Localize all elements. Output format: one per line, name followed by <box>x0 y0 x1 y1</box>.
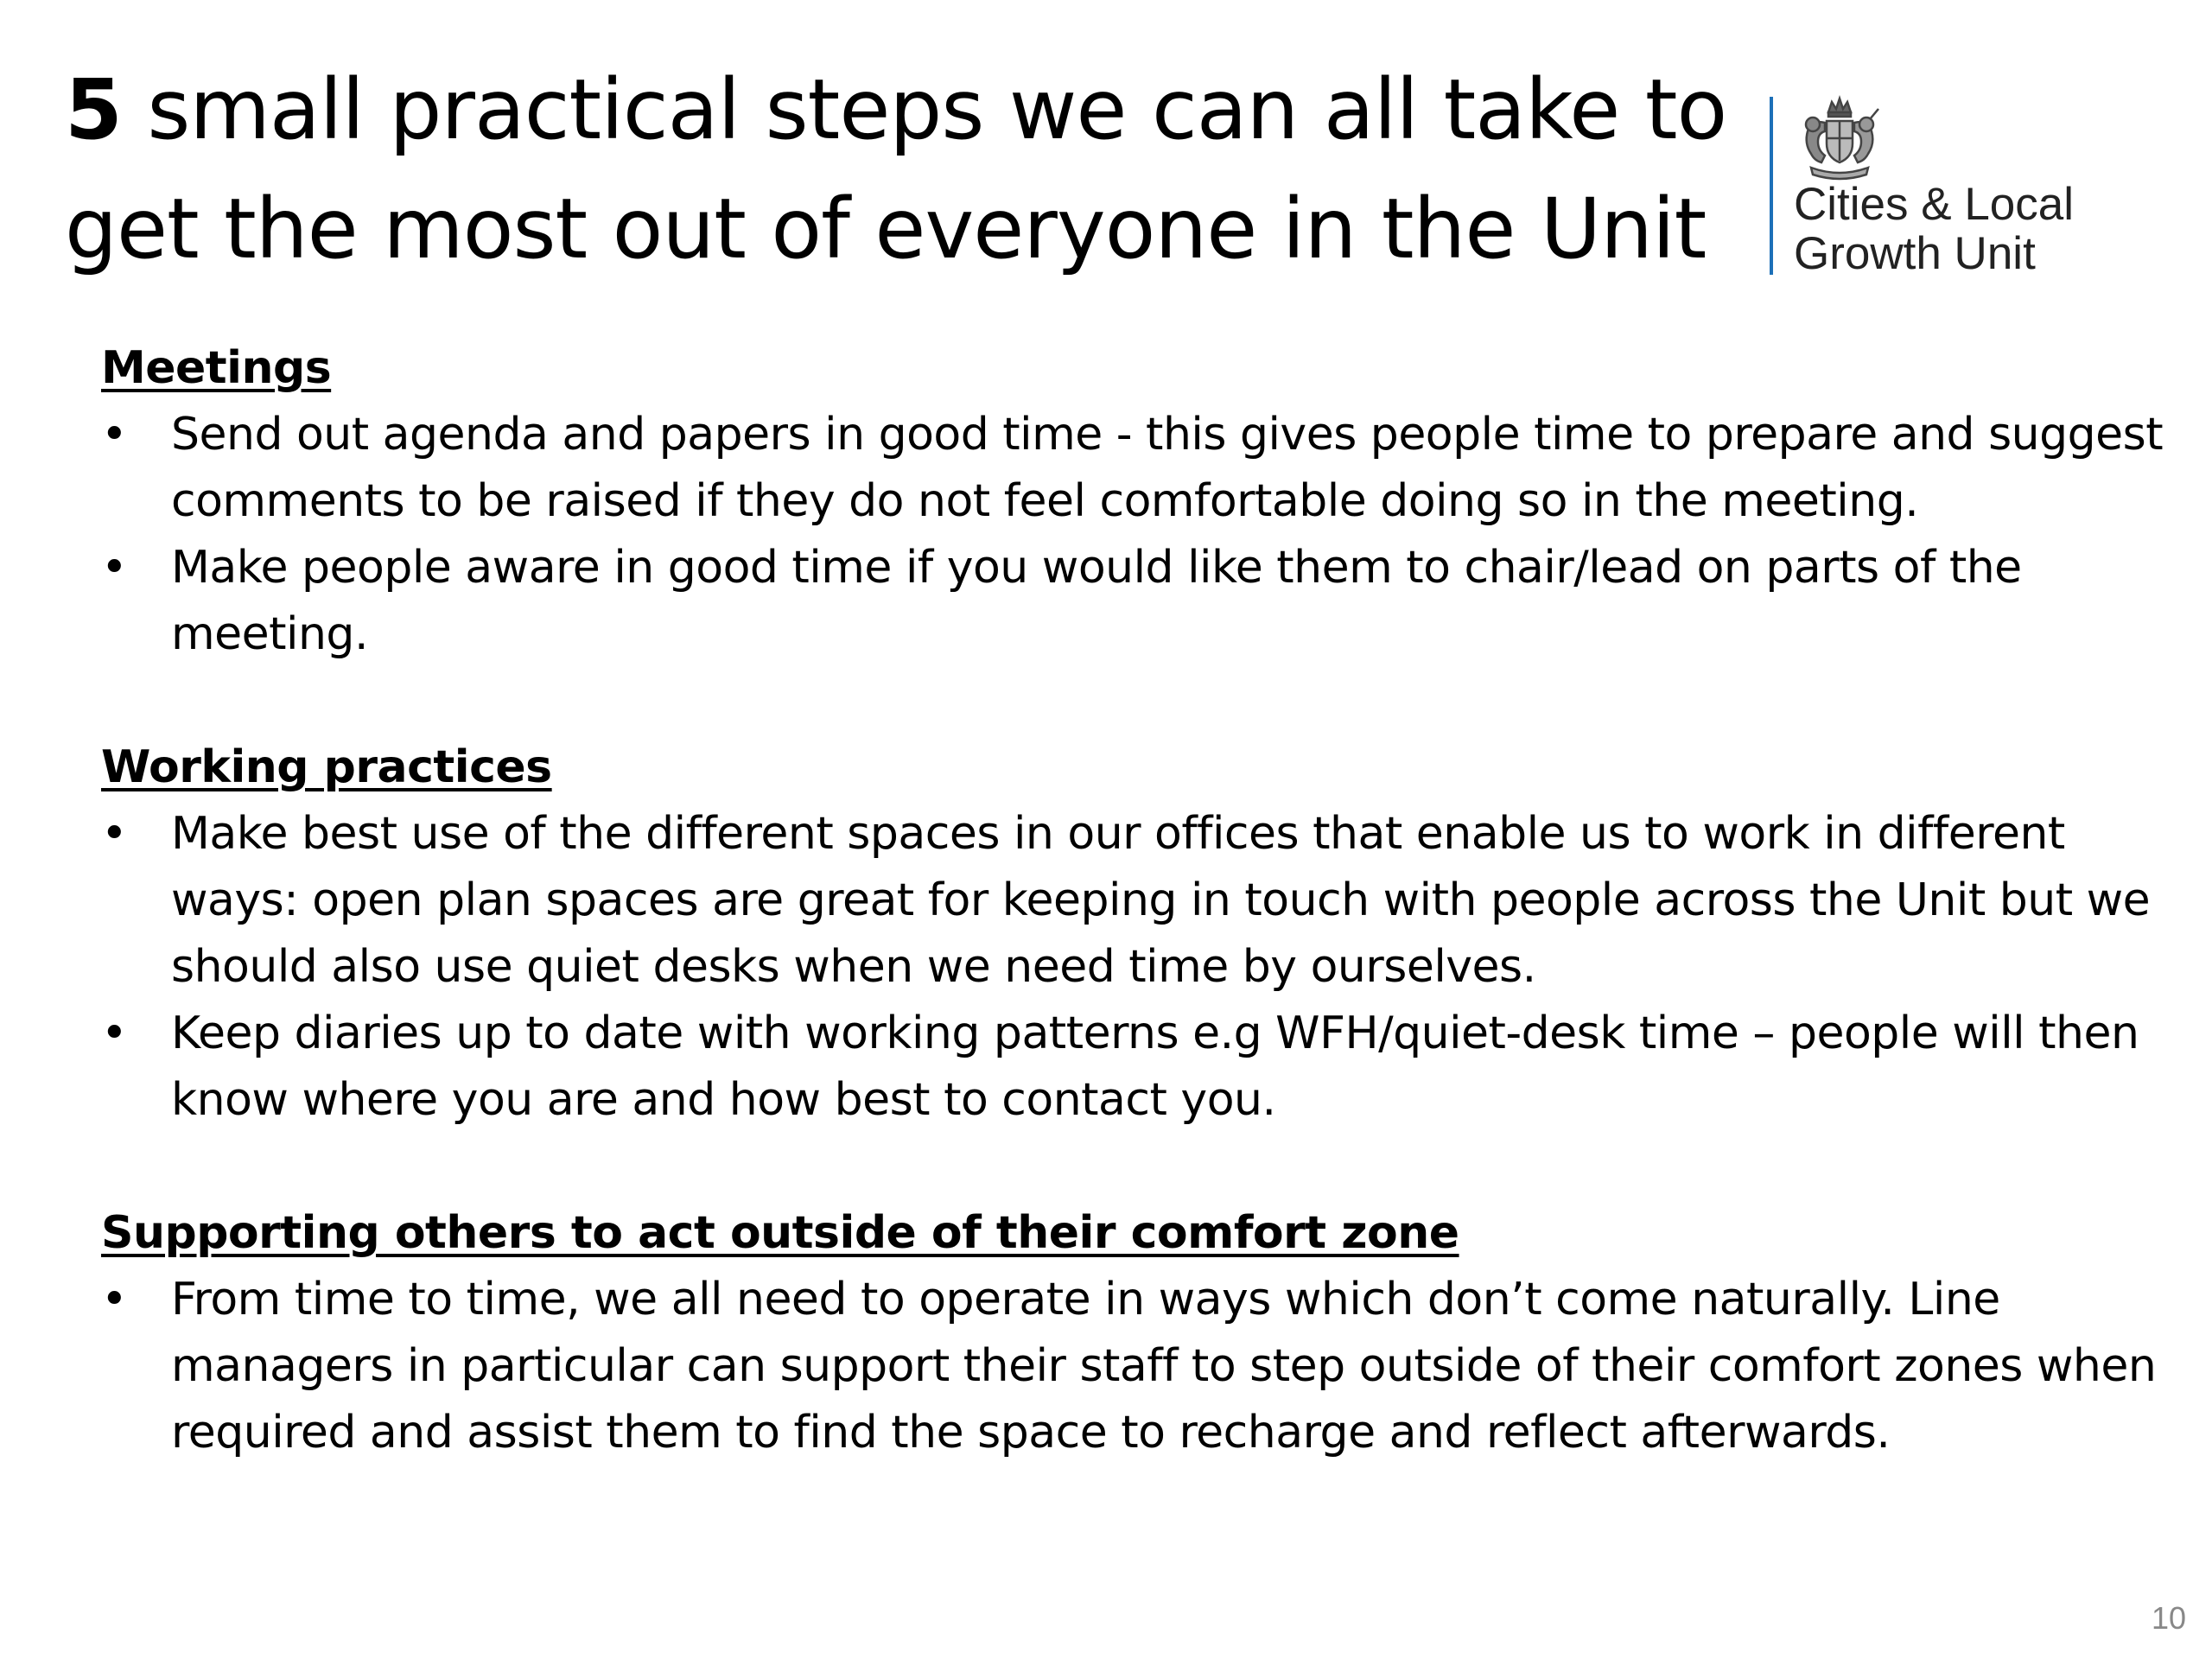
logo-text <box>1794 180 2074 278</box>
section-meetings <box>101 335 2175 668</box>
bullet-list <box>101 1267 2175 1466</box>
bullet-icon: • <box>101 1274 128 1325</box>
logo-divider <box>1770 97 1773 275</box>
bullet-list <box>101 402 2175 668</box>
bullet-item <box>101 535 2175 668</box>
bullet-item <box>101 1267 2175 1466</box>
section-heading: Working practices <box>101 741 552 793</box>
organisation-logo <box>1770 93 2133 279</box>
title-text: small practical steps we can all take to get the most out of everyone in the Unit <box>65 61 1727 277</box>
bullet-text: Make people aware in good time if you would like them to chair/lead on parts of the meeting. <box>171 542 2022 660</box>
bullet-list <box>101 801 2175 1134</box>
bullet-text: Keep diaries up to date with working patterns e.g WFH/quiet-desk time – people will then know where you are and how best to contact you. <box>171 1007 2139 1126</box>
slide-body <box>101 335 2175 1466</box>
bullet-icon: • <box>101 409 128 461</box>
bullet-icon: • <box>101 808 128 860</box>
bullet-text: Send out agenda and papers in good time - this gives people time to prepare and suggest comments to be raised if they do not feel comfortable doing so in the meeting. <box>171 409 2164 527</box>
bullet-icon: • <box>101 542 128 594</box>
bullet-text: Make best use of the different spaces in our offices that enable us to work in different ways: open plan spaces are great for keeping in touch with people across the Unit but we should also use quiet desks when we need time by ourselves. <box>171 808 2151 993</box>
section-heading: Meetings <box>101 342 332 394</box>
bullet-item <box>101 402 2175 535</box>
bullet-item <box>101 801 2175 1001</box>
page-number: 10 <box>2151 1600 2186 1636</box>
royal-coat-of-arms-icon <box>1792 93 1887 183</box>
logo-line-1: Cities & Local <box>1794 179 2075 230</box>
bullet-item <box>101 1001 2175 1134</box>
bullet-text: From time to time, we all need to operate in ways which don’t come naturally. Line managers in particular can support their staff to step outside of their comfort zones when required and assist them to find the space to recharge and reflect afterwards. <box>171 1274 2157 1459</box>
logo-line-2: Growth Unit <box>1794 228 2036 279</box>
slide-title <box>65 50 1758 289</box>
bullet-icon: • <box>101 1007 128 1059</box>
section-working-practices <box>101 734 2175 1134</box>
section-heading: Supporting others to act outside of their comfort zone <box>101 1207 1459 1259</box>
title-number: 5 <box>65 61 122 158</box>
section-supporting-others <box>101 1200 2175 1466</box>
